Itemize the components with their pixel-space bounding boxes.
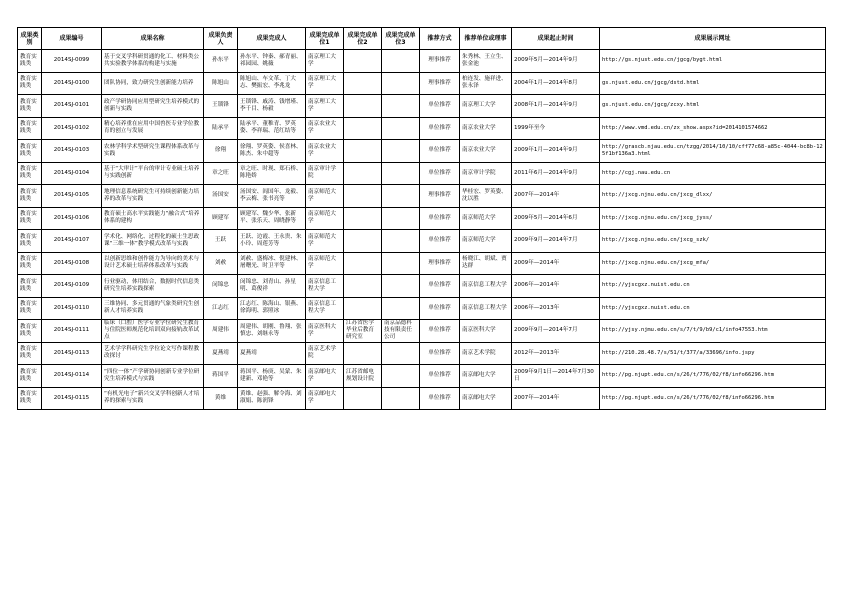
cell-leader: 徐翔 [204, 140, 238, 163]
cell-category: 教育实践类 [18, 365, 42, 388]
cell-recommend-method: 理事推荐 [420, 72, 460, 95]
cell-unit-2: 江苏省邮电规划设计院 [344, 365, 382, 388]
cell-number: 2014SJ-0105 [42, 185, 102, 208]
cell-title: 农林学科学术型研究生课程体系改革与实践 [102, 140, 204, 163]
cell-recommender: 南京艺术学院 [460, 342, 512, 365]
cell-members: 王跃、边霞、王永贵、朱小玲、周莲芳等 [238, 230, 306, 253]
cell-leader: 周建伟 [204, 320, 238, 343]
cell-unit-2 [344, 275, 382, 298]
cell-category: 教育实践类 [18, 117, 42, 140]
cell-members: 周建伟、胡刚、鲁翔、张慎忠、刘继永等 [238, 320, 306, 343]
header-recommender: 推荐单位或理事 [460, 28, 512, 50]
cell-number: 2014SJ-0108 [42, 252, 102, 275]
cell-category: 教育实践类 [18, 320, 42, 343]
cell-recommender: 杨晓江、胡斌、贾达群 [460, 252, 512, 275]
cell-recommend-method: 单位推荐 [420, 297, 460, 320]
cell-title: 精心培养重在应用中国兽医专业学位教育的创立与发展 [102, 117, 204, 140]
cell-number: 2014SJ-0102 [42, 117, 102, 140]
cell-category: 教育实践类 [18, 207, 42, 230]
table-row [18, 365, 826, 388]
cell-category: 教育实践类 [18, 230, 42, 253]
cell-url: http://jxcg.njnu.edu.cn/jxcg_mfa/ [600, 252, 826, 275]
cell-period: 2009年9月—2014年7月 [512, 230, 600, 253]
cell-recommend-method: 单位推荐 [420, 275, 460, 298]
cell-unit-2 [344, 342, 382, 365]
cell-url: http://yjscgxz.nuist.edu.cn [600, 297, 826, 320]
cell-unit-3 [382, 297, 420, 320]
header-title: 成果名称 [102, 28, 204, 50]
cell-leader: 王跃 [204, 230, 238, 253]
cell-leader: 蒋国平 [204, 365, 238, 388]
cell-title: 三维协同、多元贯通的气象类研究生创新人才培养实践 [102, 297, 204, 320]
cell-recommend-method: 单位推荐 [420, 95, 460, 118]
table-row [18, 320, 826, 343]
cell-recommend-method: 单位推荐 [420, 117, 460, 140]
cell-unit-3: 南京品德科技有限责任公司 [382, 320, 420, 343]
cell-recommender: 南京理工大学 [460, 95, 512, 118]
cell-number: 2014SJ-0103 [42, 140, 102, 163]
table-row [18, 207, 826, 230]
cell-recommender: 南京医科大学 [460, 320, 512, 343]
cell-leader: 江志红 [204, 297, 238, 320]
table-row [18, 72, 826, 95]
cell-members: 黄维、赵强、解令海、刘淑娟、陈润锋 [238, 387, 306, 410]
cell-category: 教育实践类 [18, 275, 42, 298]
cell-url: gs.njust.edu.cn/jgcg/zcxy.html [600, 95, 826, 118]
table-row [18, 140, 826, 163]
cell-url: http://pg.njupt.edu.cn/s/26/t/776/02/f8/info66296.htm [600, 365, 826, 388]
table-row [18, 185, 826, 208]
cell-unit-2 [344, 72, 382, 95]
cell-unit-2 [344, 230, 382, 253]
cell-leader: 王锁锋 [204, 95, 238, 118]
header-members: 成果完成人 [238, 28, 306, 50]
cell-members: 徐翔、罗英姿、侯喜林、陈杰、朱中超等 [238, 140, 306, 163]
cell-url: http://gs.njust.edu.cn/jgcg/bygt.html [600, 50, 826, 73]
cell-unit-3 [382, 252, 420, 275]
cell-unit-2: 江苏省医学毕业后教育研究室 [344, 320, 382, 343]
cell-title: 临床（口腔）医学专业学位研究生教育与住院医师规范化培训双向接轨改革试点 [102, 320, 204, 343]
header-unit-2: 成果完成单位2 [344, 28, 382, 50]
cell-category: 教育实践类 [18, 162, 42, 185]
cell-category: 教育实践类 [18, 50, 42, 73]
cell-unit-2 [344, 95, 382, 118]
cell-recommender: 南京农业大学 [460, 140, 512, 163]
cell-members: 汤国安、闾国年、龙毅、李云梅、张书亮等 [238, 185, 306, 208]
cell-title: 政产学研协同应用型研究生培养模式的创新与实践 [102, 95, 204, 118]
cell-unit-1: 南京信息工程大学 [306, 275, 344, 298]
cell-leader: 闵锦忠 [204, 275, 238, 298]
header-leader: 成果负责人 [204, 28, 238, 50]
cell-number: 2014SJ-0111 [42, 320, 102, 343]
table-row [18, 297, 826, 320]
cell-unit-2 [344, 162, 382, 185]
cell-recommend-method: 单位推荐 [420, 320, 460, 343]
cell-leader: 黄维 [204, 387, 238, 410]
cell-leader: 孙东平 [204, 50, 238, 73]
cell-category: 教育实践类 [18, 252, 42, 275]
cell-title: 以创新思维和创作能力为导向的美术与设计艺术硕士培养体系改革与实践 [102, 252, 204, 275]
table-row [18, 252, 826, 275]
cell-members: 陆承平、董稚青、罗英姿、李祥瑞、范红结等 [238, 117, 306, 140]
cell-leader: 汤国安 [204, 185, 238, 208]
cell-period: 2008年1月—2014年9月 [512, 95, 600, 118]
table-body [18, 50, 826, 410]
cell-unit-3 [382, 230, 420, 253]
table-row [18, 117, 826, 140]
header-period: 成果起止时间 [512, 28, 600, 50]
cell-members: 孙东平、钟秦、郝青丽、祁园园、姚薇 [238, 50, 306, 73]
cell-unit-2 [344, 140, 382, 163]
achievement-table [17, 27, 826, 410]
cell-unit-3 [382, 50, 420, 73]
cell-url: http://grascb.njau.edu.cn/tzgg/2014/10/10/cff77c68-a85c-4044-bc8b-125f1bf136a3.html [600, 140, 826, 163]
cell-url: http://jxcg.njnu.edu.cn/jxcg_jyss/ [600, 207, 826, 230]
header-url: 成果展示网址 [600, 28, 826, 50]
cell-recommender: 南京信息工程大学 [460, 297, 512, 320]
cell-unit-3 [382, 387, 420, 410]
header-recommend-method: 推荐方式 [420, 28, 460, 50]
cell-recommend-method: 单位推荐 [420, 140, 460, 163]
cell-period: 2009年9月—2014年7月 [512, 320, 600, 343]
table-header-row [18, 28, 826, 50]
cell-title: 艺术学学科研究生学位论文写作课程教改探讨 [102, 342, 204, 365]
cell-category: 教育实践类 [18, 95, 42, 118]
table-row [18, 275, 826, 298]
cell-number: 2014SJ-0110 [42, 297, 102, 320]
cell-unit-2 [344, 387, 382, 410]
cell-unit-1: 南京农业大学 [306, 140, 344, 163]
cell-recommender: 南京邮电大学 [460, 365, 512, 388]
cell-recommend-method: 理事推荐 [420, 50, 460, 73]
cell-period: 2007年—2014年 [512, 387, 600, 410]
cell-url: http://jxcg.njnu.edu.cn/jxcg_szk/ [600, 230, 826, 253]
cell-unit-1: 南京审计学院 [306, 162, 344, 185]
cell-period: 2011年6月—2014年9月 [512, 162, 600, 185]
cell-number: 2014SJ-0115 [42, 387, 102, 410]
cell-number: 2014SJ-0109 [42, 275, 102, 298]
cell-leader: 顾建军 [204, 207, 238, 230]
cell-recommend-method: 理事推荐 [420, 252, 460, 275]
cell-leader: 刘赦 [204, 252, 238, 275]
cell-category: 教育实践类 [18, 387, 42, 410]
cell-number: 2014SJ-0104 [42, 162, 102, 185]
cell-category: 教育实践类 [18, 342, 42, 365]
header-unit-3: 成果完成单位3 [382, 28, 420, 50]
cell-url: http://pg.njupt.edu.cn/s/26/t/776/02/f8/info66296.htm [600, 387, 826, 410]
cell-title: 地理信息系统研究生可持续创新能力培养的改革与实践 [102, 185, 204, 208]
cell-period: 2009年5月—2014年6月 [512, 207, 600, 230]
table-row [18, 387, 826, 410]
cell-category: 教育实践类 [18, 140, 42, 163]
cell-url: http://www.vmd.edu.cn/zx_show.aspx?id=2014101574662 [600, 117, 826, 140]
cell-members: 刘赦、盛梅冰、倪建林、屠曙光、时卫平等 [238, 252, 306, 275]
cell-unit-1: 南京农业大学 [306, 117, 344, 140]
cell-url: http://210.28.48.7/s/51/t/377/a/33696/info.jspy [600, 342, 826, 365]
cell-unit-3 [382, 275, 420, 298]
cell-unit-3 [382, 342, 420, 365]
cell-recommend-method: 单位推荐 [420, 162, 460, 185]
cell-unit-1: 南京理工大学 [306, 95, 344, 118]
cell-unit-2 [344, 252, 382, 275]
cell-unit-1: 南京理工大学 [306, 50, 344, 73]
cell-unit-1: 南京艺术学院 [306, 342, 344, 365]
table-row [18, 50, 826, 73]
cell-unit-3 [382, 72, 420, 95]
cell-members: 陈旭山、车文革、丁大志、樊振宏、李兆龙 [238, 72, 306, 95]
cell-url: http://jxcg.njnu.edu.cn/jxcg_dlxx/ [600, 185, 826, 208]
cell-number: 2014SJ-0100 [42, 72, 102, 95]
cell-unit-3 [382, 207, 420, 230]
cell-category: 教育实践类 [18, 297, 42, 320]
cell-recommender: 南京农业大学 [460, 117, 512, 140]
cell-unit-1: 南京邮电大学 [306, 387, 344, 410]
cell-period: 2009年9月1日—2014年7月30日 [512, 365, 600, 388]
cell-recommend-method: 单位推荐 [420, 207, 460, 230]
cell-number: 2014SJ-0099 [42, 50, 102, 73]
table-row [18, 342, 826, 365]
cell-number: 2014SJ-0114 [42, 365, 102, 388]
cell-members: 江志红、陈海山、银燕、徐海明、郭照冰 [238, 297, 306, 320]
cell-recommender: 南京师范大学 [460, 207, 512, 230]
cell-title: 行业驱动，体用结合，数据时代信息类研究生培养实践探索 [102, 275, 204, 298]
cell-leader: 夏燕靖 [204, 342, 238, 365]
cell-number: 2014SJ-0106 [42, 207, 102, 230]
cell-period: 1999年至今 [512, 117, 600, 140]
cell-members: 章之旺、时现、郑石桥、陈艳娇 [238, 162, 306, 185]
cell-recommender: 柏连发、施祥进、张永泽 [460, 72, 512, 95]
cell-unit-3 [382, 140, 420, 163]
cell-recommender: 南京师范大学 [460, 230, 512, 253]
cell-unit-1: 南京信息工程大学 [306, 297, 344, 320]
cell-period: 2004年1月—2014年8月 [512, 72, 600, 95]
cell-url: http://yjscgxz.nuist.edu.cn [600, 275, 826, 298]
cell-title: “四位一体”产学研协同创新专业学位研究生培养模式与实践 [102, 365, 204, 388]
header-number: 成果编号 [42, 28, 102, 50]
cell-period: 2009年—2014年 [512, 252, 600, 275]
table-row [18, 95, 826, 118]
header-category: 成果类别 [18, 28, 42, 50]
cell-unit-2 [344, 117, 382, 140]
cell-unit-1: 南京理工大学 [306, 72, 344, 95]
cell-recommend-method: 单位推荐 [420, 342, 460, 365]
cell-title: 基于交叉学科研贯通的化工、材料类公共实验教学体系的构建与实施 [102, 50, 204, 73]
cell-url: http://yjsy.njmu.edu.cn/s/7/t/9/b9/c1/info47553.htm [600, 320, 826, 343]
cell-unit-1: 南京医科大学 [306, 320, 344, 343]
cell-number: 2014SJ-0107 [42, 230, 102, 253]
cell-unit-1: 南京师范大学 [306, 252, 344, 275]
cell-unit-3 [382, 117, 420, 140]
cell-recommend-method: 单位推荐 [420, 365, 460, 388]
cell-unit-1: 南京师范大学 [306, 185, 344, 208]
cell-members: 王锁锋、戚涛、钱增瑾、李千目、杨毅 [238, 95, 306, 118]
cell-unit-3 [382, 95, 420, 118]
cell-members: 夏燕靖 [238, 342, 306, 365]
cell-recommender: 南京审计学院 [460, 162, 512, 185]
cell-url: gs.njust.edu.cn/jgcg/dstd.html [600, 72, 826, 95]
cell-unit-1: 南京师范大学 [306, 207, 344, 230]
cell-members: 蒋国平、杨庚、吴蒙、朱建新、邓艳等 [238, 365, 306, 388]
cell-period: 2006年—2013年 [512, 297, 600, 320]
cell-unit-2 [344, 207, 382, 230]
cell-number: 2014SJ-0101 [42, 95, 102, 118]
cell-period: 2009年5月—2014年9月 [512, 50, 600, 73]
cell-period: 2009年1月—2014年9月 [512, 140, 600, 163]
cell-url: http://cgj.nau.edu.cn [600, 162, 826, 185]
cell-category: 教育实践类 [18, 185, 42, 208]
cell-recommender: 南京信息工程大学 [460, 275, 512, 298]
cell-title: 学术化、网络化、过程化的硕士生思政课“三维一体”教学模式改革与实践 [102, 230, 204, 253]
cell-period: 2007年—2014年 [512, 185, 600, 208]
cell-recommend-method: 单位推荐 [420, 387, 460, 410]
cell-period: 2012年—2013年 [512, 342, 600, 365]
cell-title: 基于“大审计”平台的审计专业硕士培养与实践创新 [102, 162, 204, 185]
cell-unit-1: 南京师范大学 [306, 230, 344, 253]
cell-period: 2006年—2014年 [512, 275, 600, 298]
cell-unit-2 [344, 50, 382, 73]
cell-unit-1: 南京邮电大学 [306, 365, 344, 388]
achievement-sheet [17, 27, 825, 410]
cell-leader: 章之旺 [204, 162, 238, 185]
header-unit-1: 成果完成单位1 [306, 28, 344, 50]
cell-unit-2 [344, 297, 382, 320]
cell-category: 教育实践类 [18, 72, 42, 95]
cell-leader: 陆承平 [204, 117, 238, 140]
table-row [18, 162, 826, 185]
cell-title: “有机光电子”新兴交叉学科创新人才培养的探索与实践 [102, 387, 204, 410]
cell-leader: 陈旭山 [204, 72, 238, 95]
cell-number: 2014SJ-0113 [42, 342, 102, 365]
table-row [18, 230, 826, 253]
cell-unit-2 [344, 185, 382, 208]
cell-unit-3 [382, 185, 420, 208]
cell-recommend-method: 理事推荐 [420, 185, 460, 208]
cell-title: 团队协同，致力研究生创新能力培养 [102, 72, 204, 95]
cell-unit-3 [382, 365, 420, 388]
cell-recommend-method: 单位推荐 [420, 230, 460, 253]
cell-recommender: 南京邮电大学 [460, 387, 512, 410]
cell-recommender: 朱秀林、王立生、张金池 [460, 50, 512, 73]
cell-recommender: 华桂宏、罗英姿、沈以胜 [460, 185, 512, 208]
cell-title: 教育硕士高水平实践能力“融合式”培养体系的建构 [102, 207, 204, 230]
cell-unit-3 [382, 162, 420, 185]
cell-members: 顾建军、魏少华、张新平、张乐天、周晓静等 [238, 207, 306, 230]
cell-members: 闵锦忠、刘青山、孙星明、葛俊祥 [238, 275, 306, 298]
